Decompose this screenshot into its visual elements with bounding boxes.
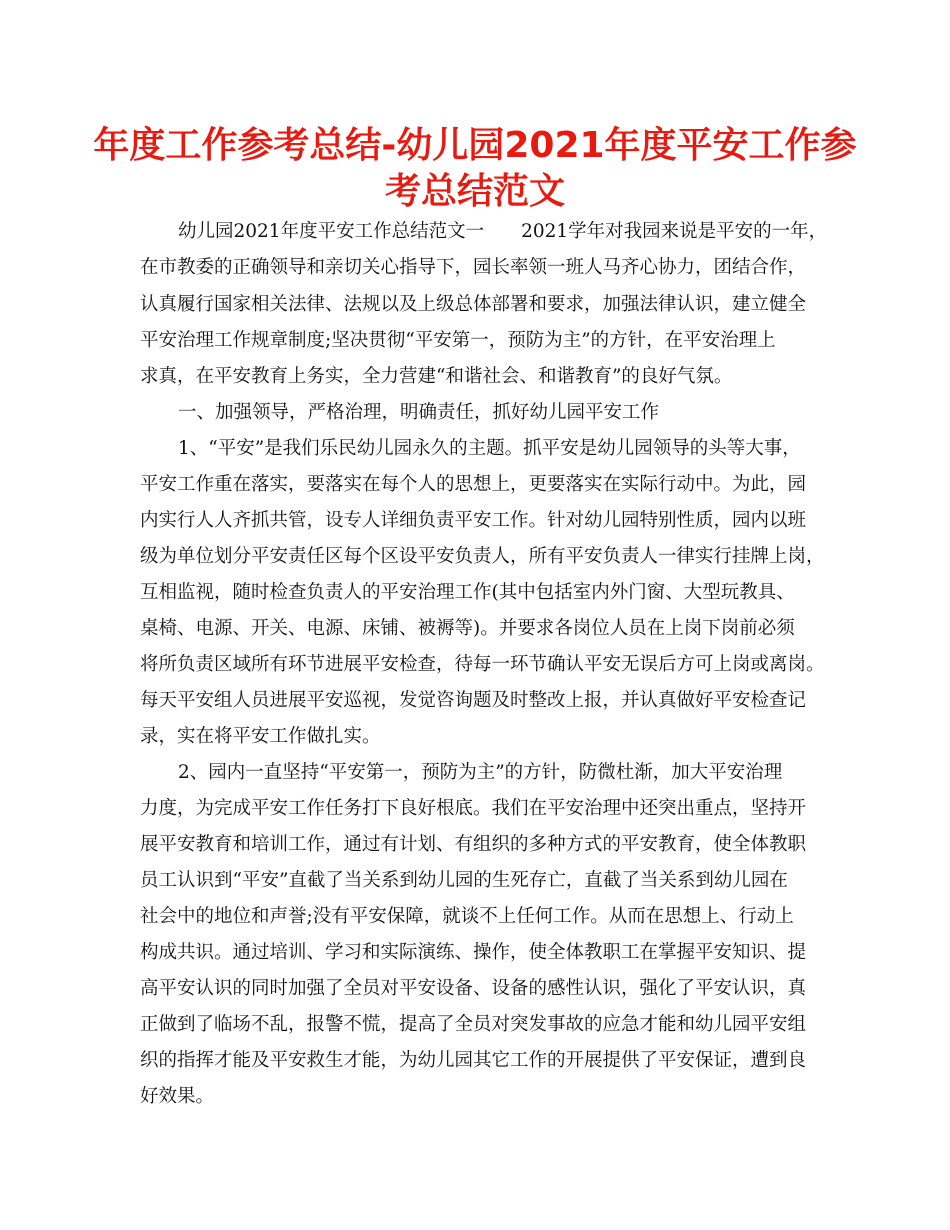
body-line: 认真履行国家相关法律、法规以及上级总体部署和要求，加强法律认识，建立健全 [140,294,807,315]
body-line: 正做到了临场不乱，报警不慌，提高了全员对突发事故的应急才能和幼儿园平安组 [140,1014,807,1035]
body-line: 平安治理工作规章制度;坚决贯彻“平安第一，预防为主”的方针，在平安治理上 [140,330,776,351]
body-line: 级为单位划分平安责任区每个区设平安负责人，所有平安负责人一律实行挂牌上岗， [140,546,825,567]
document-title-line-2: 考总结范文 [384,171,565,212]
body-line: 平安工作重在落实，要落实在每个人的思想上，更要落实在实际行动中。为此，园 [140,474,807,495]
body-line: 录，实在将平安工作做扎实。 [140,726,381,747]
body-line: 织的指挥才能及平安救生才能，为幼儿园其它工作的开展提供了平安保证，遭到良 [140,1050,807,1071]
body-line: 将所负责区域所有环节进展平安检查，待每一环节确认平安无误后方可上岗或离岗。 [140,654,825,675]
body-line: 桌椅、电源、开关、电源、床铺、被褥等)。并要求各岗位人员在上岗下岗前必须 [140,618,795,639]
body-line: 每天平安组人员进展平安巡视，发觉咨询题及时整改上报，并认真做好平安检查记 [140,690,807,711]
body-line: 好效果。 [140,1086,215,1107]
body-line: 力度，为完成平安工作任务打下良好根底。我们在平安治理中还突出重点，坚持开 [140,798,807,819]
body-line: 幼儿园2021年度平安工作总结范文一 2021学年对我园来说是平安的一年， [178,221,828,242]
body-line: 高平安认识的同时加强了全员对平安设备、设备的感性认识，强化了平安认识，真 [140,978,807,999]
body-line: 在市教委的正确领导和亲切关心指导下，园长率领一班人马齐心协力，团结合作， [140,257,807,278]
body-line: 展平安教育和培训工作，通过有计划、有组织的多种方式的平安教育，使全体教职 [140,834,807,855]
body-line: 1、“平安”是我们乐民幼儿园永久的主题。抓平安是幼儿园领导的头等大事， [178,438,801,459]
body-line: 互相监视，随时检查负责人的平安治理工作(其中包括室内外门窗、大型玩教具、 [140,582,795,603]
body-line: 社会中的地位和声誉;没有平安保障，就谈不上任何工作。从而在思想上、行动上 [140,906,794,927]
body-line: 构成共识。通过培训、学习和实际演练、操作，使全体教职工在掌握平安知识、提 [140,942,807,963]
section-heading: 一、加强领导，严格治理，明确责任，抓好幼儿园平安工作 [178,402,660,423]
body-line: 员工认识到“平安”直截了当关系到幼儿园的生死存亡，直截了当关系到幼儿园在 [140,870,788,891]
body-line: 内实行人人齐抓共管，设专人详细负责平安工作。针对幼儿园特别性质，园内以班 [140,510,807,531]
document-title-line-1: 年度工作参考总结-幼儿园2021年度平安工作参 [93,125,857,166]
body-line: 2、园内一直坚持“平安第一，预防为主”的方针，防微杜渐，加大平安治理 [178,762,783,783]
body-line: 求真，在平安教育上务实，全力营建“和谐社会、和谐教育”的良好气氛。 [140,366,733,387]
